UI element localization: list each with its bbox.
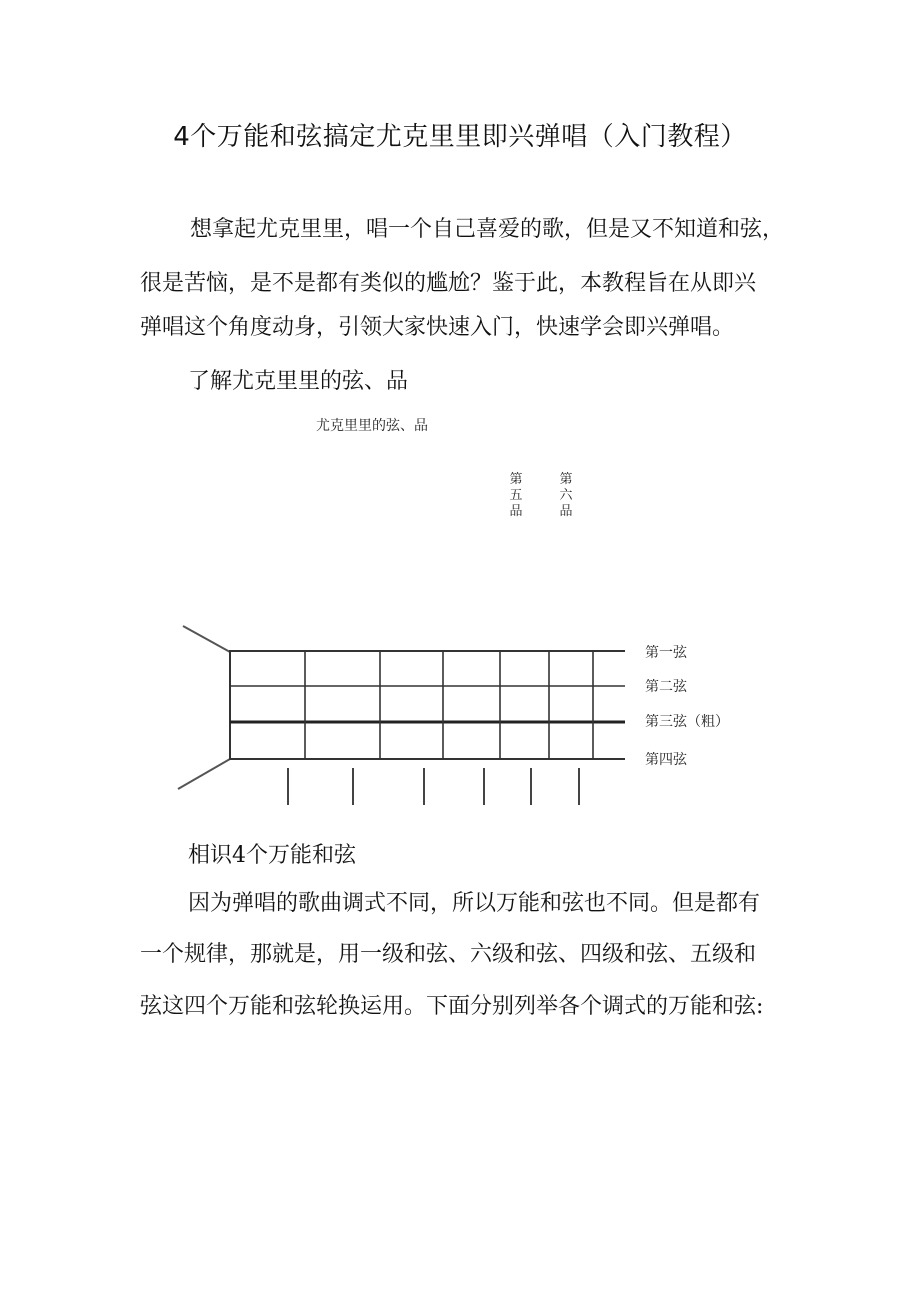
body-line-2: 一个规律，那就是，用一级和弦、六级和弦、四级和弦、五级和 xyxy=(140,942,757,967)
fret-label-sixth: 第六品 xyxy=(559,472,573,519)
headstock-line-bottom xyxy=(178,759,230,789)
fret-label-fifth: 第五品 xyxy=(509,472,523,519)
intro-line-2: 很是苦恼，是不是都有类似的尴尬？鉴于此，本教程旨在从即兴 xyxy=(140,271,757,296)
string-label-2: 第二弦 xyxy=(645,679,687,695)
string-label-1: 第一弦 xyxy=(645,645,687,661)
string-label-4: 第四弦 xyxy=(645,752,687,768)
figure-caption: 尤克里里的弦、品 xyxy=(316,418,428,434)
intro-line-1: 想拿起尤克里里，唱一个自己喜爱的歌，但是又不知道和弦， xyxy=(190,217,785,242)
section-heading-strings-frets: 了解尤克里里的弦、品 xyxy=(188,369,409,394)
document-title: 4个万能和弦搞定尤克里里即兴弹唱（入门教程） xyxy=(173,122,747,152)
intro-line-3: 弹唱这个角度动身，引领大家快速入门，快速学会即兴弹唱。 xyxy=(140,315,735,340)
headstock-line-top xyxy=(183,626,230,652)
string-label-3: 第三弦（粗） xyxy=(645,714,729,730)
section-heading-chords: 相识4个万能和弦 xyxy=(188,843,356,868)
body-line-1: 因为弹唱的歌曲调式不同，所以万能和弦也不同。但是都有 xyxy=(188,891,761,916)
body-line-3: 弦这四个万能和弦轮换运用。下面分别列举各个调式的万能和弦: xyxy=(140,994,764,1019)
